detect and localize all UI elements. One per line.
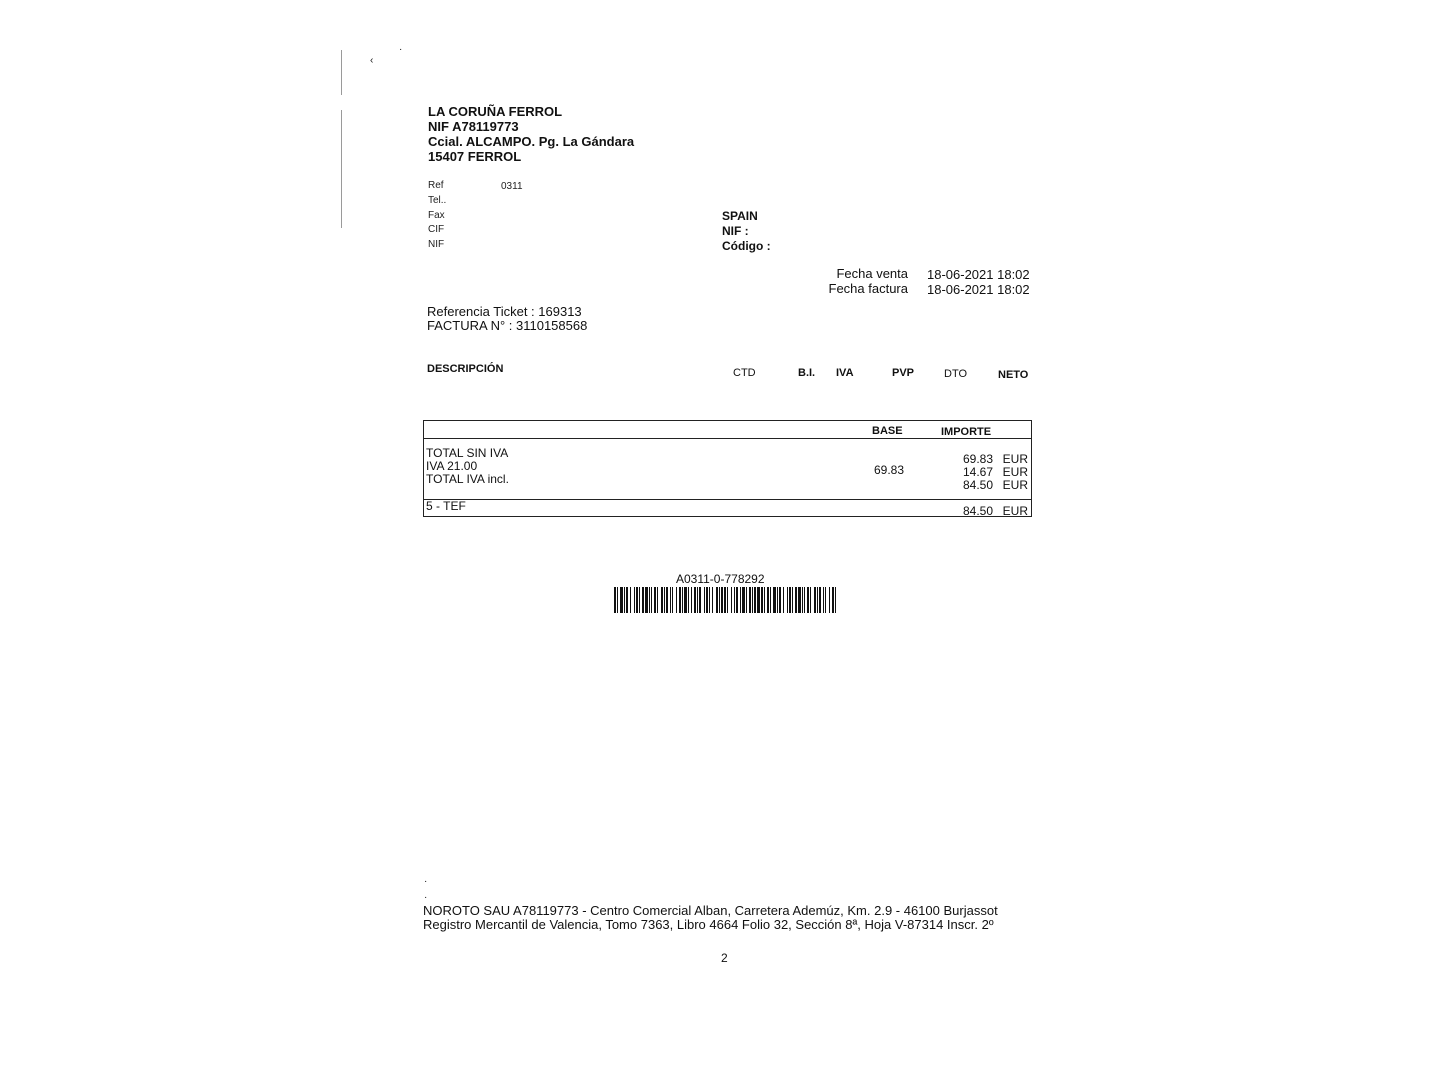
total-iva-incl-label: TOTAL IVA incl. bbox=[426, 472, 509, 486]
payment-currency: EUR bbox=[1002, 504, 1028, 518]
col-neto: NETO bbox=[998, 369, 1029, 381]
payment-amount: 84.50 bbox=[962, 504, 993, 518]
col-descripcion: DESCRIPCIÓN bbox=[427, 363, 504, 375]
total-iva-incl-amount: 84.50 bbox=[962, 478, 993, 492]
client-codigo: Código : bbox=[722, 239, 771, 253]
footer-line-2: Registro Mercantil de Valencia, Tomo 7363, Libro 4664 Folio 32, Sección 8ª, Hoja V-87314 Inscr. 2º bbox=[423, 917, 994, 932]
ticket-reference: Referencia Ticket : 169313 bbox=[427, 304, 582, 319]
reference-block bbox=[427, 305, 587, 333]
client-block bbox=[722, 209, 771, 254]
importe-header: IMPORTE bbox=[941, 426, 992, 438]
ref-value: 0311 bbox=[501, 181, 523, 192]
scan-speck: · bbox=[424, 892, 428, 903]
client-country: SPAIN bbox=[722, 209, 758, 223]
iva-currency: EUR bbox=[1002, 465, 1028, 479]
scan-speck: · bbox=[399, 44, 403, 55]
totals-payment-divider bbox=[424, 499, 1031, 500]
tel-label: Tel.. bbox=[428, 195, 447, 206]
total-iva-incl-currency: EUR bbox=[1002, 478, 1028, 492]
scan-speck: ‹ bbox=[370, 55, 374, 66]
total-sin-iva-label: TOTAL SIN IVA bbox=[426, 446, 509, 460]
company-name: LA CORUÑA FERROL bbox=[428, 104, 563, 119]
company-nif: NIF A78119773 bbox=[428, 119, 519, 134]
sale-date-label: Fecha venta bbox=[836, 266, 908, 281]
footer-line-1: NOROTO SAU A78119773 - Centro Comercial Alban, Carretera Ademúz, Km. 2.9 - 46100 Burjassot bbox=[423, 903, 998, 918]
cif-label: CIF bbox=[428, 224, 445, 235]
page-number: 2 bbox=[721, 951, 728, 965]
col-iva: IVA bbox=[836, 367, 854, 379]
invoice-date-value: 18-06-2021 18:02 bbox=[927, 282, 1030, 297]
iva-rate-label: IVA 21.00 bbox=[426, 459, 478, 473]
iva-amount: 14.67 bbox=[962, 465, 993, 479]
company-block bbox=[428, 104, 634, 164]
iva-base-value: 69.83 bbox=[874, 463, 905, 477]
nif-label: NIF bbox=[428, 239, 445, 250]
total-sin-iva-amount: 69.83 bbox=[962, 452, 993, 466]
col-bi: B.I. bbox=[798, 367, 816, 379]
company-address: Ccial. ALCAMPO. Pg. La Gándara bbox=[428, 134, 635, 149]
col-pvp: PVP bbox=[892, 367, 915, 379]
company-city: 15407 FERROL bbox=[428, 149, 522, 164]
totals-header-divider bbox=[424, 438, 1031, 439]
legal-footer bbox=[423, 904, 998, 932]
payment-method-label: 5 - TEF bbox=[426, 499, 466, 513]
fax-label: Fax bbox=[428, 210, 445, 221]
client-nif: NIF : bbox=[722, 224, 749, 238]
scan-margin-mark bbox=[341, 110, 342, 228]
totals-table bbox=[423, 420, 1032, 517]
total-sin-iva-currency: EUR bbox=[1002, 452, 1028, 466]
col-dto: DTO bbox=[944, 368, 968, 380]
ref-label: Ref bbox=[428, 180, 444, 191]
sale-date-value: 18-06-2021 18:02 bbox=[927, 267, 1030, 282]
col-ctd: CTD bbox=[733, 367, 756, 379]
base-header: BASE bbox=[872, 425, 903, 437]
invoice-date-label: Fecha factura bbox=[828, 281, 908, 296]
invoice-number: FACTURA N° : 3110158568 bbox=[427, 318, 588, 333]
scan-speck: · bbox=[424, 876, 428, 887]
barcode-text: A0311-0-778292 bbox=[676, 572, 765, 586]
barcode-image bbox=[614, 587, 836, 613]
scan-margin-mark bbox=[341, 50, 342, 95]
